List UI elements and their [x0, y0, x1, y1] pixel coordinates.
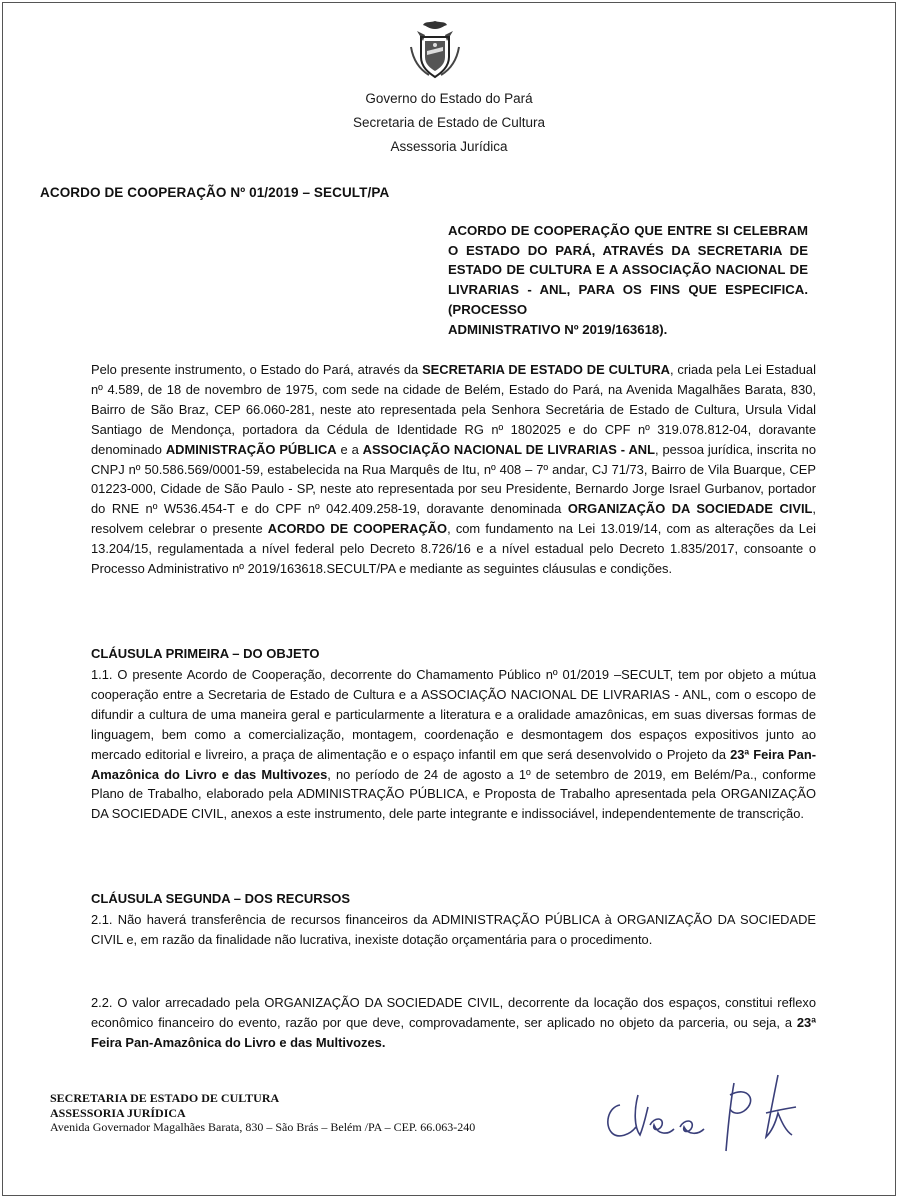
preamble-bold: ACORDO DE COOPERAÇÃO: [267, 521, 448, 537]
coat-of-arms-icon: [403, 17, 467, 81]
header-government: Governo do Estado do Pará: [365, 91, 533, 106]
clause-two-paragraph-2: [91, 993, 816, 1053]
preamble-text: , resolvem celebrar o presente: [91, 501, 816, 537]
clause-two-bold: 23ª Feira Pan-Amazônica do Livro e das Multivozes.: [91, 1014, 816, 1050]
summary-process-number: ADMINISTRATIVO Nº 2019/163618).: [448, 321, 668, 337]
footer-secretariat: SECRETARIA DE ESTADO DE CULTURA: [50, 1091, 280, 1105]
document-page: [2, 2, 896, 1196]
preamble-bold: ASSOCIAÇÃO NACIONAL DE LIVRARIAS - ANL: [362, 441, 655, 457]
footer-block: [50, 1091, 475, 1135]
agreement-summary: [448, 221, 808, 339]
preamble-bold: ADMINISTRAÇÃO PÚBLICA: [165, 441, 337, 457]
preamble-text: , pessoa jurídica, inscrita no CNPJ nº 50.586.569/0001-59, estabelecida na Rua Marquês de Itu, nº 408 – 7º andar, CJ 71/73, Bairro de Vila Buarque, CEP 01223-000, Cidade de São Paulo - SP, neste ato representada por seu Presidente, Bernardo Jorge Israel Gurbanov, portador do RNE nº W536.454-T e do CPF nº 042.409.258-19, doravante denominada: [91, 441, 816, 517]
preamble-text: e a: [336, 441, 363, 457]
summary-text: ACORDO DE COOPERAÇÃO QUE ENTRE SI CELEBRAM O ESTADO DO PARÁ, ATRAVÉS DA SECRETARIA DE ESTADO DE CULTURA E A ASSOCIAÇÃO NACIONAL DE LIVRARIAS - ANL, PARA OS FINS QUE ESPECIFICA. (PROCESSO: [448, 223, 808, 317]
footer-address: Avenida Governador Magalhães Barata, 830 – São Brás – Belém /PA – CEP. 66.063-240: [50, 1120, 476, 1134]
preamble-text: , com fundamento na Lei 13.019/14, com as alterações da Lei 13.204/15, regulamentada a nível federal pelo Decreto 8.726/16 e a nível estadual pelo Decreto 1.835/2017, consoante o Processo Administrativo nº 2019/163618.SECULT/PA e mediante as seguintes cláusulas e condições.: [91, 521, 816, 577]
clause-two-text: 2.2. O valor arrecadado pela ORGANIZAÇÃO DA SOCIEDADE CIVIL, decorrente da locação dos espaços, constitui reflexo econômico financeiro do evento, razão por que deve, comprovadamente, ser aplicado no objeto da parceria, ou seja, a: [91, 995, 816, 1030]
clause-two-paragraph-1: 2.1. Não haverá transferência de recursos financeiros da ADMINISTRAÇÃO PÚBLICA à ORGANIZAÇÃO DA SOCIEDADE CIVIL e, em razão da finalidade não lucrativa, inexiste dotação orçamentária para o procedimento.: [91, 912, 816, 947]
header-legal-office: Assessoria Jurídica: [390, 139, 508, 154]
preamble-text: Pelo presente instrumento, o Estado do Pará, através da: [91, 362, 423, 377]
clause-two-heading: CLÁUSULA SEGUNDA – DOS RECURSOS: [91, 891, 351, 906]
clause-one-text: 1.1. O presente Acordo de Cooperação, decorrente do Chamamento Público nº 01/2019 –SECULT, tem por objeto a mútua cooperação entre a Secretaria de Estado de Cultura e a ASSOCIAÇÃO NACIONAL DE LIVRARIAS - ANL, com o escopo de difundir a cultura de uma maneira geral e particularmente a literatura e a oralidade amazônicas, em suas diversas formas de linguagem, bem como a comercialização, montagem, coordenação e desmontagem dos espaços expositivos junto ao mercado editorial e livreiro, a praça de alimentação e o espaço infantil em que será desenvolvido o Projeto da: [91, 667, 816, 762]
preamble-text: , criada pela Lei Estadual nº 4.589, de 18 de novembro de 1975, com sede na cidade de Belém, Estado do Pará, na Avenida Magalhães Barata, 830, Bairro de São Braz, CEP 66.060-281, neste ato representada pela Senhora Secretária de Estado de Cultura, Ursula Vidal Santiago de Mendonça, portadora da Cédula de Identidade RG nº 1802025 e do CPF nº 319.078.812-04, doravante denominado: [91, 362, 816, 457]
clause-one-text: , no período de 24 de agosto a 1º de setembro de 2019, em Belém/Pa., conforme Plano de Trabalho, elaborado pela ADMINISTRAÇÃO PÚBLICA, e Proposta de Trabalho apresentada pela ORGANIZAÇÃO DA SOCIEDADE CIVIL, anexos a este instrumento, dele parte integrante e indissociável, independentemente de transcrição.: [91, 766, 816, 822]
clause-one-bold: 23ª Feira Pan- Amazônica do Livro e das Multivozes: [91, 746, 816, 782]
footer-legal-office: ASSESSORIA JURÍDICA: [50, 1105, 186, 1120]
document-title: ACORDO DE COOPERAÇÃO Nº 01/2019 – SECULT/PA: [40, 185, 390, 200]
signature-image: [598, 1065, 808, 1155]
preamble-paragraph: [91, 360, 816, 579]
preamble-bold: ORGANIZAÇÃO DA SOCIEDADE CIVIL: [567, 501, 813, 517]
preamble-bold: SECRETARIA DE ESTADO DE CULTURA: [422, 362, 670, 377]
clause-one-heading: CLÁUSULA PRIMEIRA – DO OBJETO: [91, 646, 320, 661]
header-secretariat: Secretaria de Estado de Cultura: [352, 115, 546, 130]
clause-one-paragraph: [91, 665, 816, 824]
